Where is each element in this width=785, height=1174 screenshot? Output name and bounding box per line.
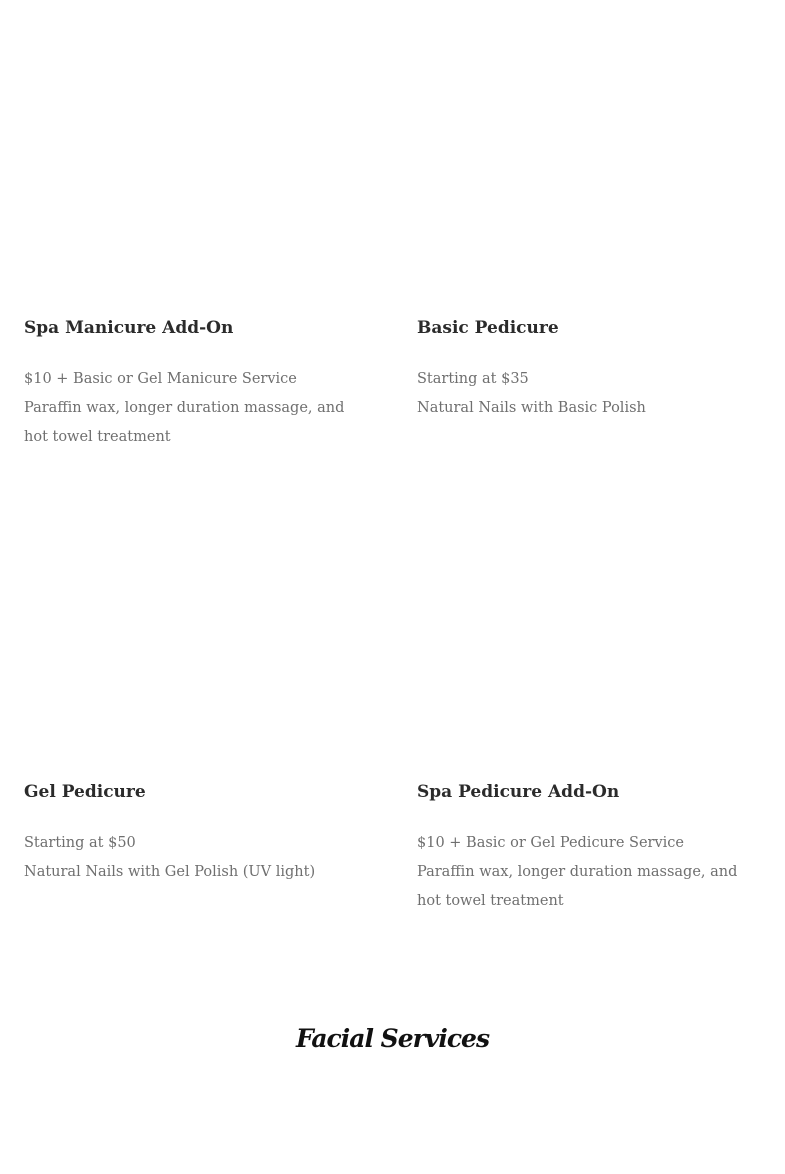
service-title: Spa Pedicure Add-On [417, 782, 620, 802]
service-price: Starting at $35 [417, 371, 529, 387]
service-description: Natural Nails with Basic Polish [417, 400, 646, 416]
service-title: Basic Pedicure [417, 318, 559, 338]
service-price: $10 + Basic or Gel Manicure Service [24, 371, 297, 387]
service-details [24, 829, 364, 887]
service-card-spa-manicure-add-on [24, 316, 364, 452]
service-description: Paraffin wax, longer duration massage, and hot towel treatment [417, 864, 738, 909]
service-title: Gel Pedicure [24, 782, 146, 802]
service-description: Paraffin wax, longer duration massage, and hot towel treatment [24, 400, 345, 445]
service-title: Spa Manicure Add-On [24, 318, 234, 338]
section-heading-facial-services: Facial Services [295, 1024, 490, 1053]
service-description: Natural Nails with Gel Polish (UV light) [24, 864, 316, 880]
service-details [24, 365, 364, 452]
service-price: Starting at $50 [24, 835, 136, 851]
service-card-basic-pedicure [417, 316, 757, 423]
service-details [417, 365, 757, 423]
service-details [417, 829, 757, 916]
service-card-gel-pedicure [24, 780, 364, 887]
service-price: $10 + Basic or Gel Pedicure Service [417, 835, 684, 851]
service-card-spa-pedicure-add-on [417, 780, 757, 916]
